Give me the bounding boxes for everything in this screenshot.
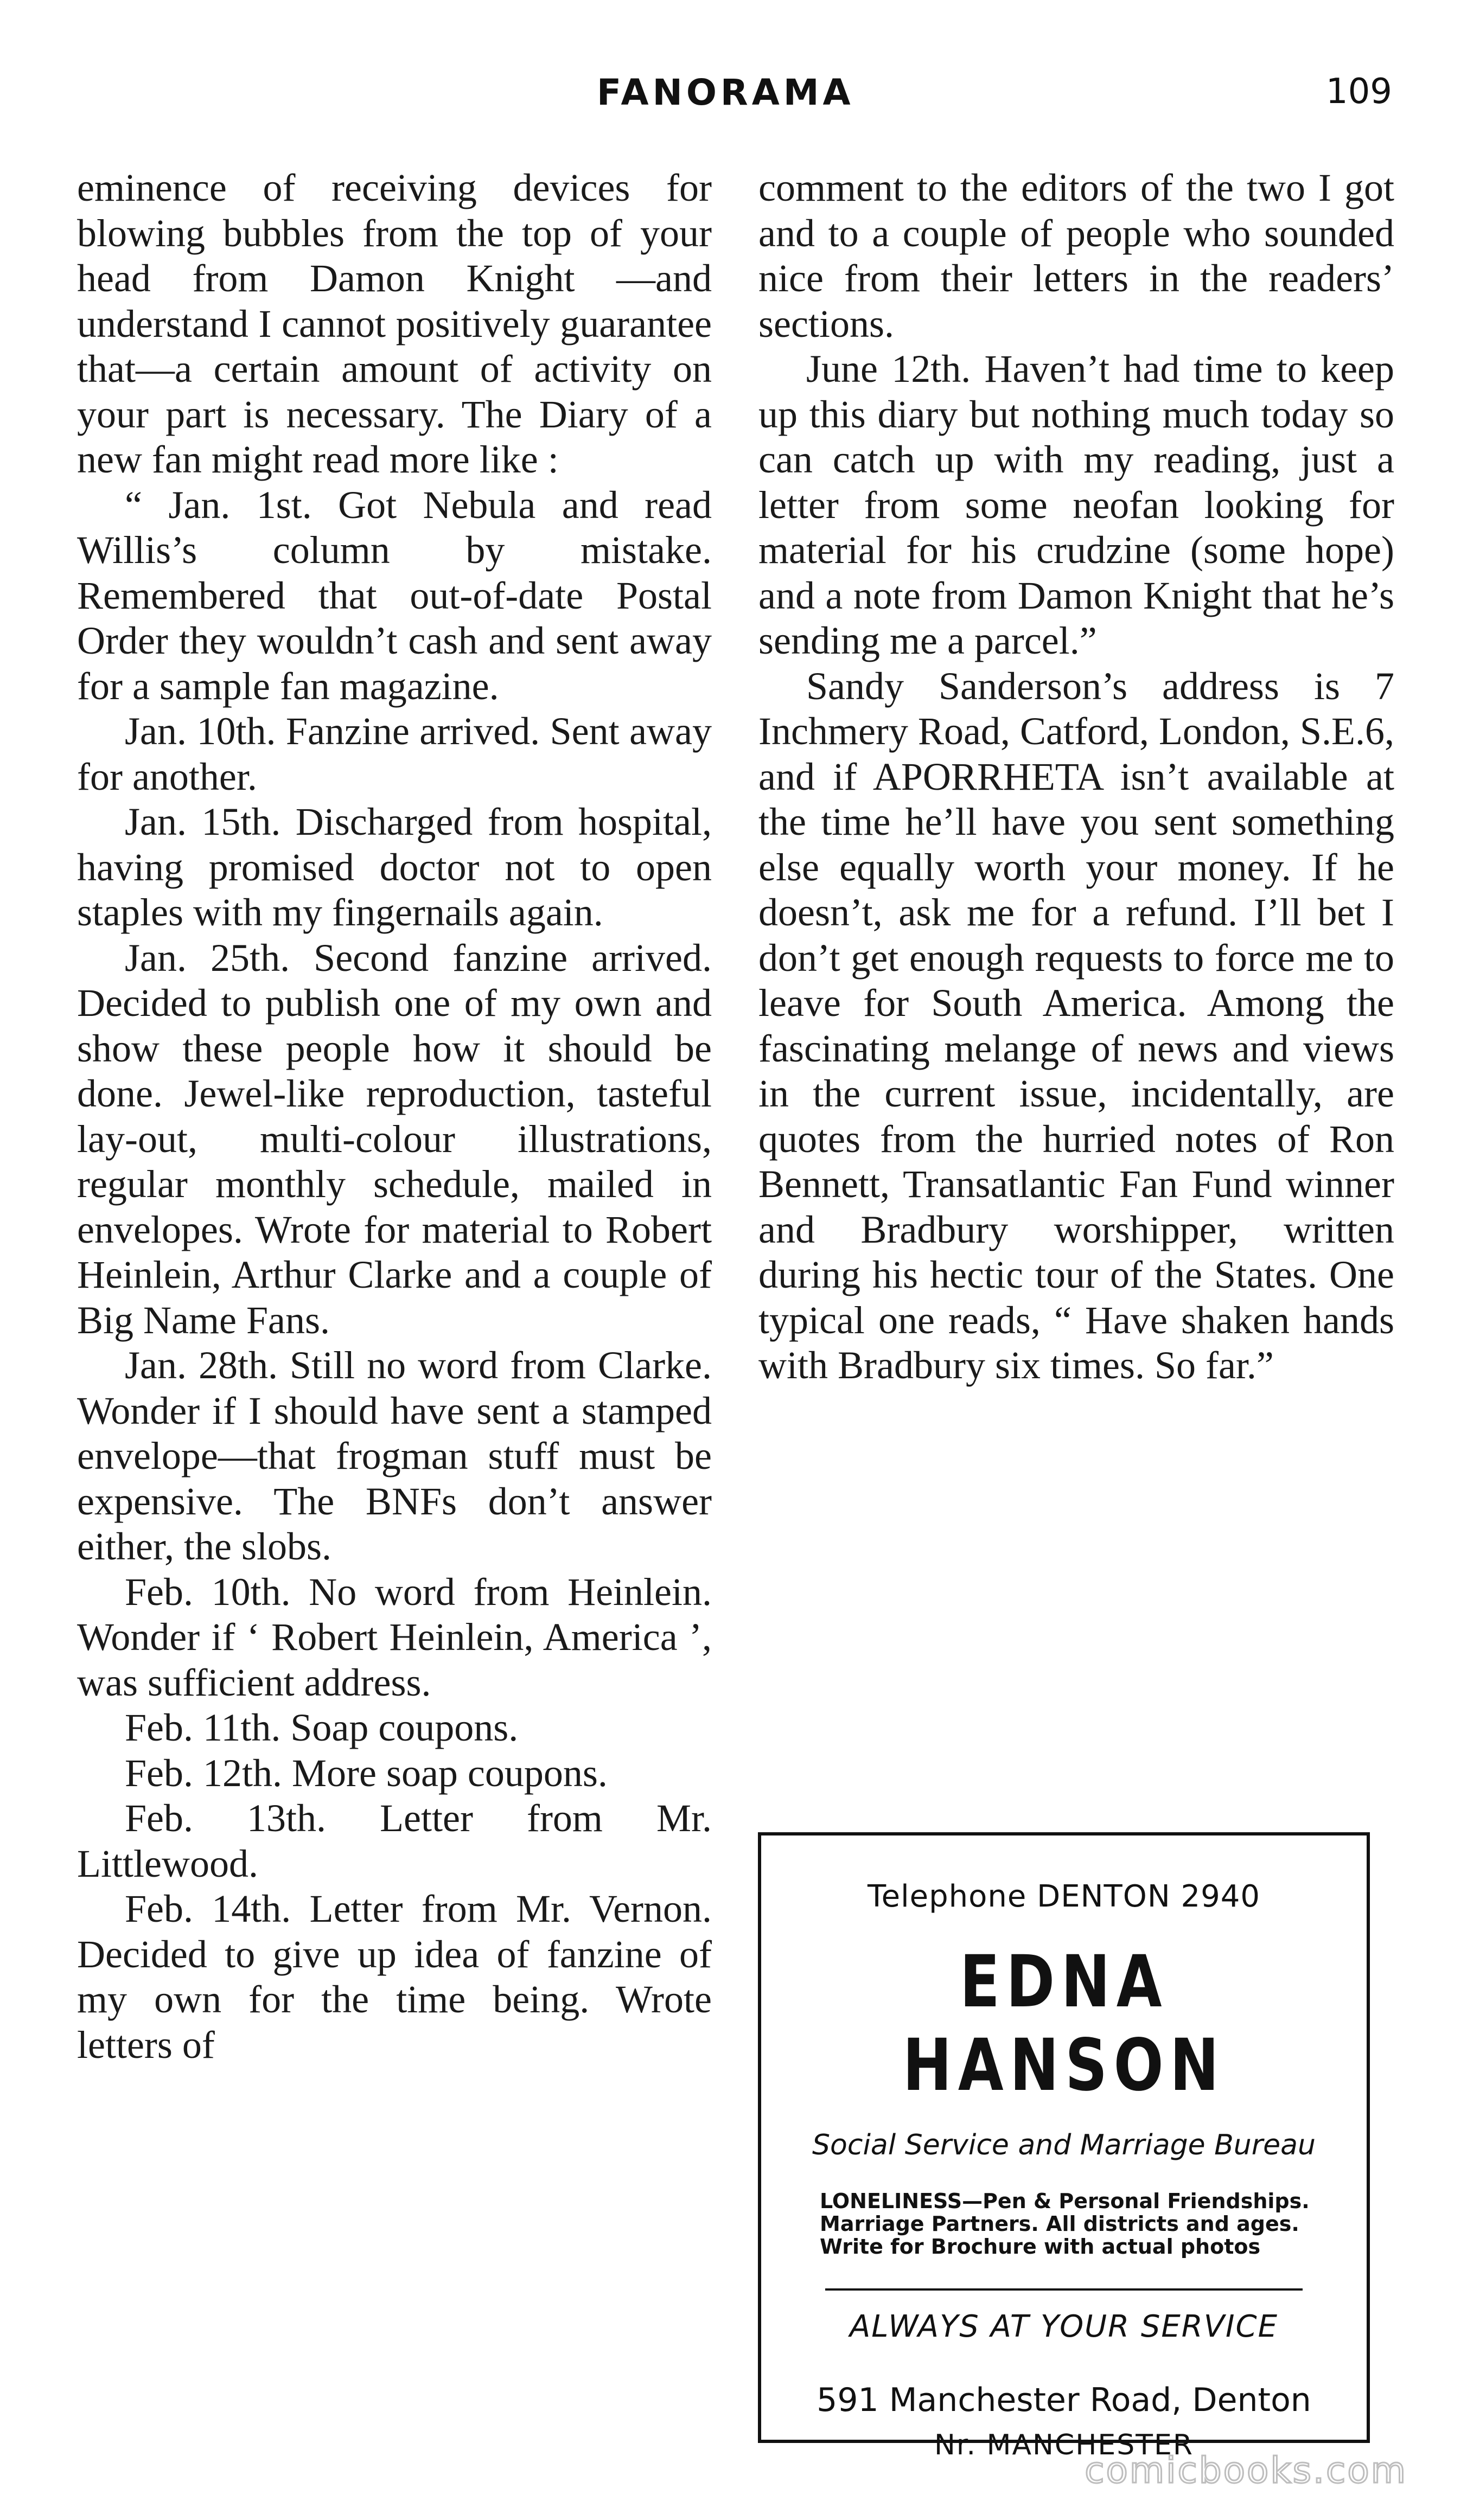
- diary-entry: Feb. 11th. Soap coupons.: [125, 1706, 519, 1749]
- ad-subtitle: Social Service and Marriage Bureau: [812, 2129, 1316, 2161]
- diary-entry: June 12th. Haven’t had time to keep up this diary but nothing much today so can catch up with my reading, just a letter from some neofan looking for material for his crudzine (some hope) and a note from Damon Knight that he’s sending me a parcel.”: [758, 347, 1394, 662]
- diary-entry: Feb. 10th. No word from Heinlein. Wonder if ‘ Robert Heinlein, America ’, was sufficient address.: [77, 1570, 712, 1704]
- ad-business-name: EDNA HANSON: [902, 1940, 1226, 2107]
- ad-slogan: ALWAYS AT YOUR SERVICE: [849, 2309, 1279, 2344]
- page-number: 109: [1325, 72, 1392, 112]
- diary-entry: Feb. 13th. Letter from Mr. Littlewood.: [77, 1796, 712, 1885]
- diary-entry: Jan. 28th. Still no word from Clarke. Wonder if I should have sent a stamped envelope—that frogman stuff must be expensive. The BNFs don’t answer either, the slobs.: [77, 1344, 712, 1568]
- watermark: comicbooks.com: [1085, 2449, 1407, 2491]
- ad-city: Nr. MANCHESTER: [934, 2429, 1194, 2461]
- diary-entry: “ Jan. 1st. Got Nebula and read Willis’s column by mistake. Remembered that out-of-date Postal Order they wouldn’t cash and sent away for a sample fan magazine.: [77, 483, 712, 708]
- ad-detail-line: LONELINESS—Pen & Personal Friendships.: [820, 2189, 1310, 2213]
- section-title: FANORAMA: [597, 72, 854, 113]
- advertisement-box: [758, 1832, 1370, 2461]
- ad-address: 591 Manchester Road, Denton: [817, 2381, 1311, 2419]
- diary-entry: Jan. 15th. Discharged from hospital, having promised doctor not to open staples with my fingernails again.: [77, 800, 712, 934]
- diary-entry: Feb. 12th. More soap coupons.: [125, 1751, 608, 1795]
- paragraph: Sandy Sanderson’s address is 7 Inchmery Road, Catford, London, S.E.6, and if APORRHETA isn’t available at the time he’ll have you sent something else equally worth your money. If he doesn’t, ask me for a refund. I’ll bet I don’t get enough requests to force me to leave for South America. Among the fascinating melange of news and views in the current issue, incidentally, are quotes from the hurried notes of Ron Bennett, Transatlantic Fan Fund winner and Bradbury worshipper, written during his hectic tour of the States. One typical one reads, “ Have shaken hands with Bradbury six times. So far.”: [758, 664, 1394, 1387]
- page-header: [0, 65, 1467, 125]
- paragraph: eminence of receiving devices for blowing bubbles from the top of your head from Damon Knight —and understand I cannot positively guarantee that—a certain amount of activity on your part is necessary. The Diary of a new fan might read more like :: [77, 166, 712, 481]
- diary-entry: Feb. 14th. Letter from Mr. Vernon. Decided to give up idea of fanzine of my own for the time being. Wrote letters of: [77, 1887, 712, 2067]
- paragraph: comment to the editors of the two I got and to a couple of people who sounded nice from their letters in the readers’ sections.: [758, 166, 1394, 346]
- ad-detail-line: Write for Brochure with actual photos: [820, 2235, 1261, 2259]
- right-column: [758, 165, 1394, 1389]
- diary-entry: Jan. 10th. Fanzine arrived. Sent away for another.: [77, 709, 712, 798]
- ad-phone: Telephone DENTON 2940: [867, 1879, 1261, 1914]
- ad-details: [820, 2190, 1308, 2258]
- left-column: [77, 165, 712, 2068]
- diary-entry: Jan. 25th. Second fanzine arrived. Decided to publish one of my own and show these people how it should be done. Jewel-like reproduction, tasteful lay-out, multi-colour illustrations, regular monthly schedule, mailed in envelopes. Wrote for material to Robert Heinlein, Arthur Clarke and a couple of Big Name Fans.: [77, 936, 712, 1342]
- ad-divider: [825, 2288, 1303, 2291]
- ad-detail-line: Marriage Partners. All districts and ages.: [820, 2212, 1299, 2236]
